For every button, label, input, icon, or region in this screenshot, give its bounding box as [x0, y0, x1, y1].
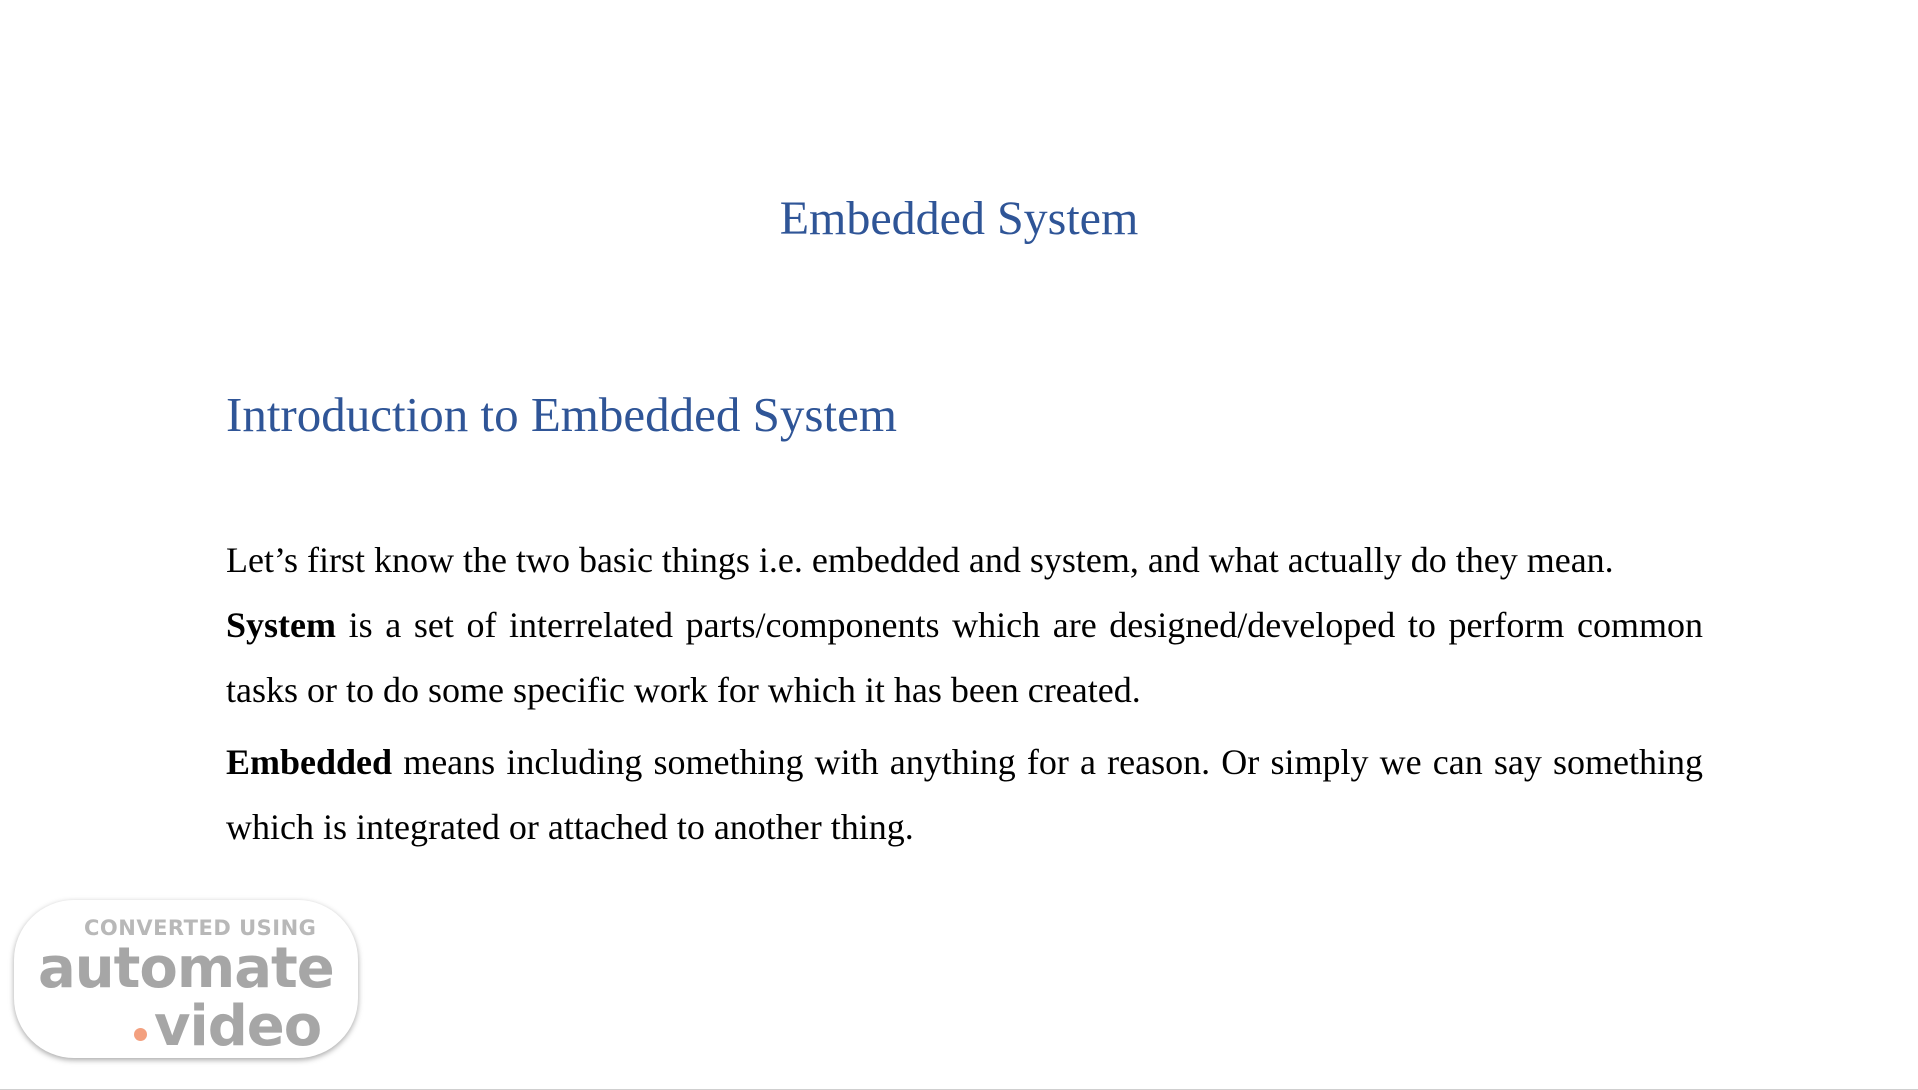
- paragraph-intro-text: Let’s first know the two basic things i.e. embedded and system, and what actually do they mean.: [226, 540, 1614, 580]
- paragraph-embedded: [226, 730, 1703, 860]
- term-embedded: Embedded: [226, 742, 393, 782]
- watermark-brand-text: automate: [38, 936, 334, 1001]
- watermark-suffix-text: video: [154, 994, 322, 1059]
- paragraph-system: [226, 528, 1703, 723]
- watermark-dot-icon: [134, 1028, 147, 1041]
- converter-watermark-badge: [14, 900, 358, 1058]
- section-heading: Introduction to Embedded System: [226, 387, 897, 442]
- embedded-definition-text: means including something with anything for a reason. Or simply we can say something which is integrated or attached to another thing.: [226, 742, 1703, 847]
- term-system: System: [226, 605, 336, 645]
- watermark-caption: CONVERTED USING: [84, 916, 317, 940]
- system-definition-text: is a set of interrelated parts/components which are designed/developed to perform common tasks or to do some specific work for which it has been created.: [226, 605, 1703, 710]
- document-title: Embedded System: [779, 192, 1139, 245]
